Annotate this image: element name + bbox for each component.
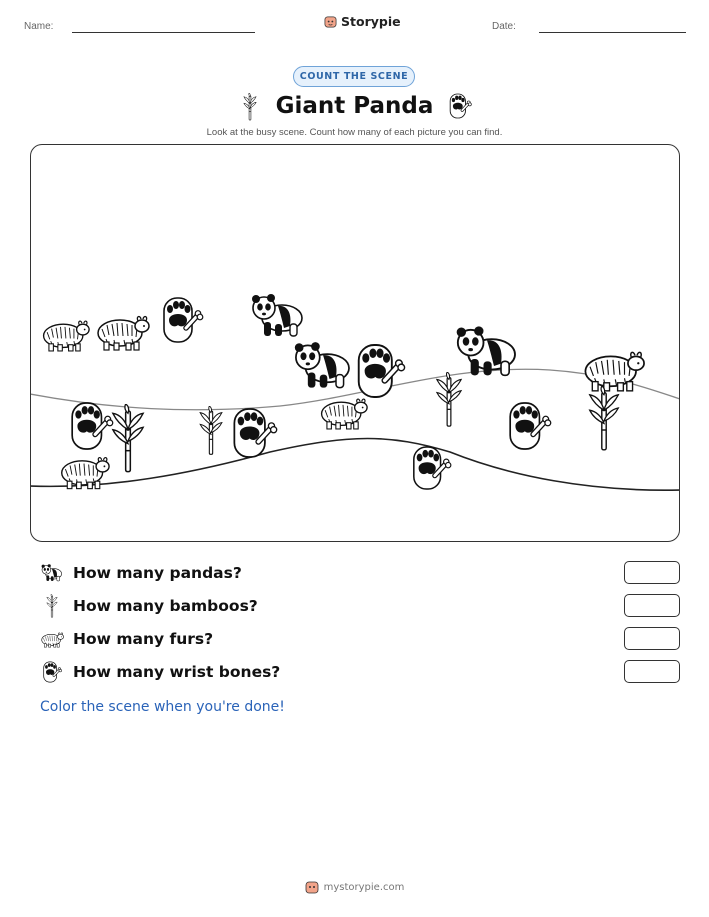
scene-canvas	[30, 144, 680, 542]
color-instruction: Color the scene when you're done!	[40, 699, 285, 715]
wrist-bone-icon[interactable]	[510, 403, 551, 449]
answer-box-pandas[interactable]	[624, 561, 680, 584]
question-pandas	[40, 561, 680, 585]
wrist-bone-icon	[40, 660, 64, 684]
fur-icon[interactable]	[321, 399, 367, 429]
wrist-bone-icon[interactable]	[358, 345, 404, 397]
date-line[interactable]	[539, 32, 686, 33]
question-text: How many wrist bones?	[73, 663, 281, 681]
question-furs	[40, 627, 680, 651]
instructions: Look at the busy scene. Count how many of each picture you can find.	[206, 127, 503, 138]
wrist-bone-title-icon	[448, 91, 472, 121]
fur-icon[interactable]	[43, 321, 89, 351]
answer-box-bamboos[interactable]	[624, 594, 680, 617]
question-text: How many furs?	[73, 630, 214, 648]
question-bamboos	[40, 594, 680, 618]
wrist-bone-icon[interactable]	[72, 403, 113, 449]
name-line[interactable]	[72, 32, 255, 33]
horizon-line	[30, 369, 680, 410]
question-text: How many bamboos?	[73, 597, 258, 615]
panda-icon[interactable]	[456, 326, 514, 375]
question-text: How many pandas?	[73, 564, 242, 582]
answer-box-furs[interactable]	[624, 627, 680, 650]
page-title: Giant Panda	[275, 93, 434, 119]
brand	[324, 14, 401, 29]
answer-box-wrist-bones[interactable]	[624, 660, 680, 683]
wrist-bone-icon[interactable]	[164, 298, 203, 342]
fur-icon[interactable]	[98, 316, 149, 349]
wrist-bone-icon[interactable]	[234, 409, 276, 457]
footer	[0, 880, 709, 894]
date-label: Date:	[492, 21, 516, 32]
panda-icon[interactable]	[294, 342, 348, 388]
fur-icon	[40, 627, 64, 651]
panda-icon	[40, 561, 64, 585]
count-the-scene-badge: COUNT THE SCENE	[293, 66, 415, 87]
bamboo-icon[interactable]	[436, 372, 460, 426]
storypie-logo-icon	[305, 880, 319, 894]
scene-box	[30, 144, 680, 542]
panda-icon[interactable]	[252, 294, 302, 336]
wrist-bone-icon[interactable]	[413, 447, 450, 489]
footer-site[interactable]: mystorypie.com	[323, 881, 405, 893]
bamboo-icon[interactable]	[112, 404, 142, 472]
brand-name: Storypie	[341, 14, 401, 29]
storypie-logo-icon	[324, 15, 337, 28]
bamboo-icon[interactable]	[200, 406, 222, 454]
bamboo-icon	[40, 594, 64, 618]
question-wrist-bones	[40, 660, 680, 684]
name-label: Name:	[24, 21, 54, 32]
bamboo-icon[interactable]	[589, 386, 618, 450]
